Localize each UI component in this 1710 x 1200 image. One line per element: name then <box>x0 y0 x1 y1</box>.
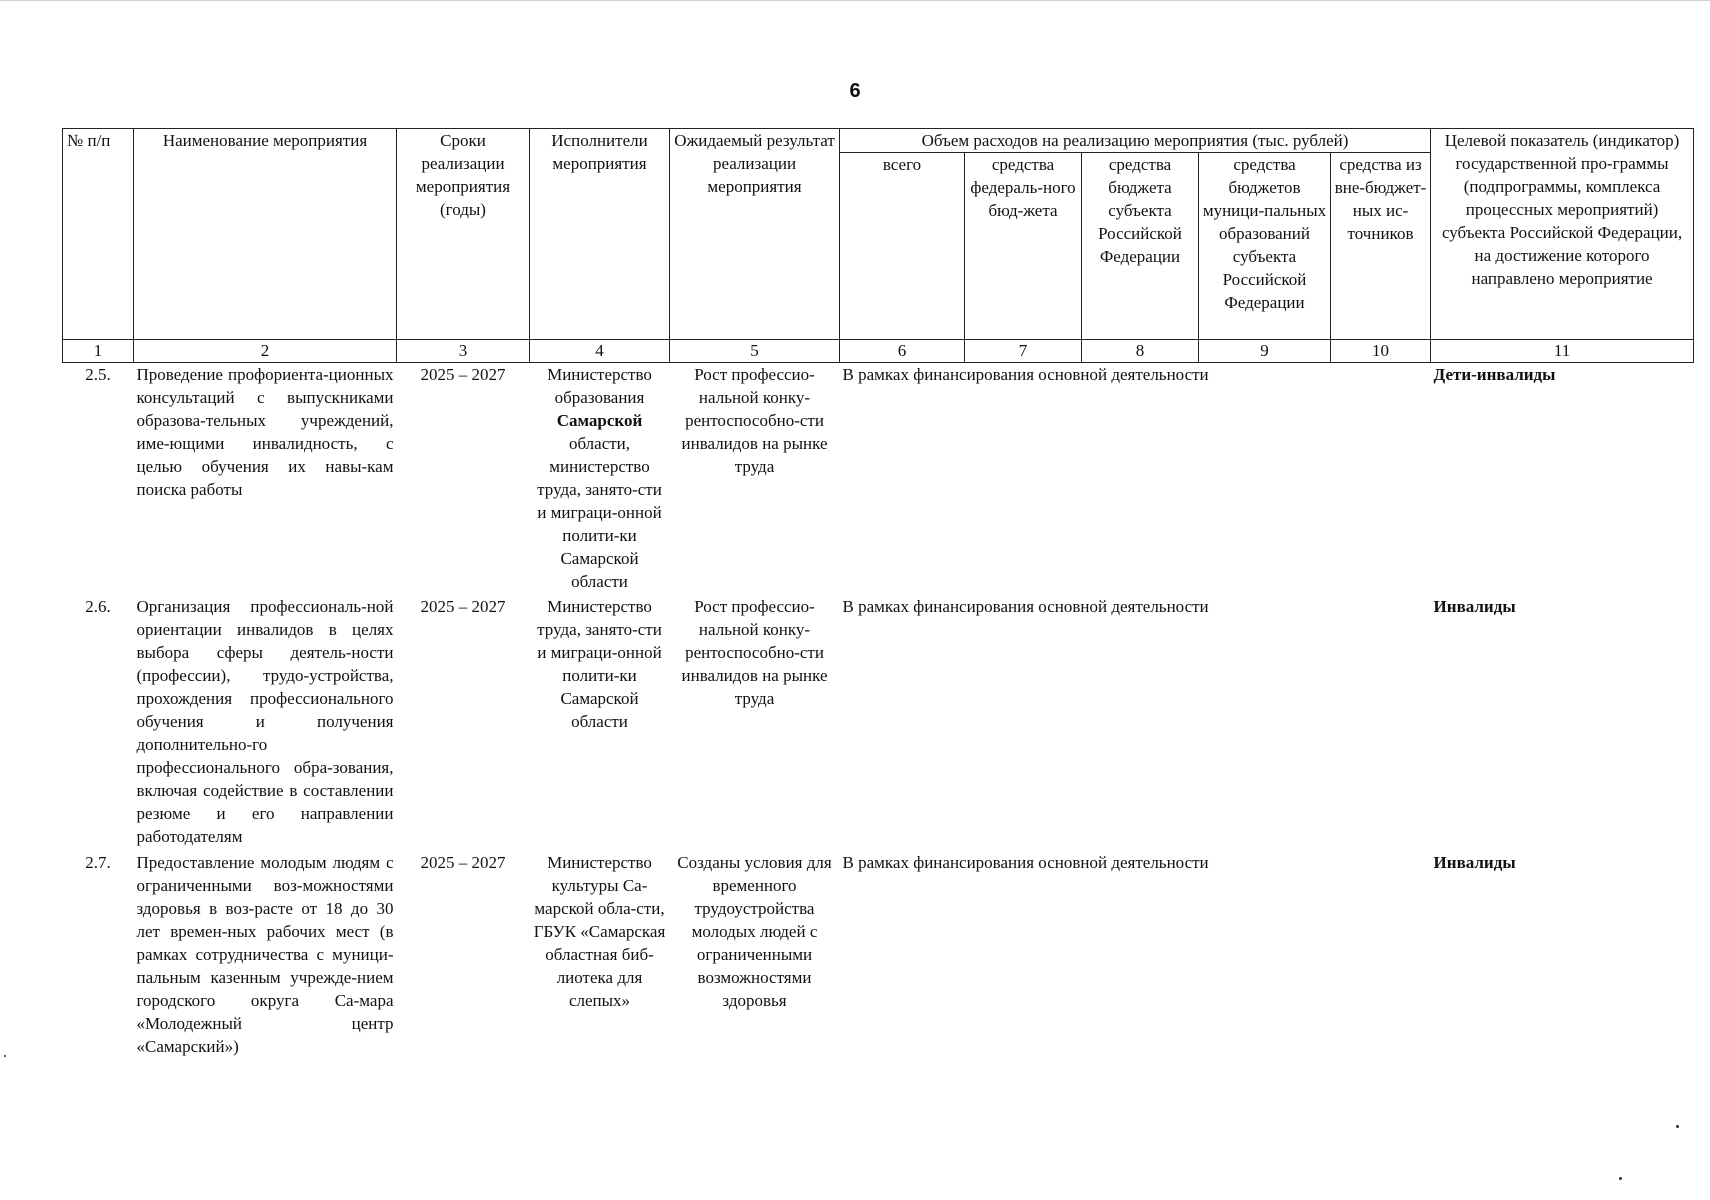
measure-result: Созданы условия для временного трудоустройства молодых людей с ограниченными возможностями здоровья <box>677 853 832 1010</box>
column-number: 6 <box>840 340 965 363</box>
header-result: Ожидаемый результат реализации мероприятия <box>670 129 840 340</box>
header-no: № п/п <box>63 129 134 340</box>
row-number: 2.6. <box>85 597 111 616</box>
scan-speck <box>4 1055 6 1057</box>
column-number: 1 <box>63 340 134 363</box>
executors-rest: области, министерство труда, занято-сти и миграци-онной полити-ки Самарской области <box>537 434 662 591</box>
measure-name: Предоставление молодым людям с ограниченными воз-можностями здоровья в воз-расте от 18 до 30 лет времен-ных рабочих мест (в рамках сотрудничества с муници-пальным казенным учрежде-нием городского округа Са-мара «Молодежный центр «Самарский») <box>136 853 394 1056</box>
header-extra: средства из вне-бюджет-ных ис-точников <box>1331 153 1431 340</box>
measure-target: Дети-инвалиды <box>1433 365 1556 384</box>
header-executors: Исполнители мероприятия <box>530 129 670 340</box>
page-number: 6 <box>849 80 861 102</box>
scan-speck <box>1619 1177 1622 1180</box>
header-total: всего <box>840 153 965 340</box>
measure-executors: Министерство культуры Са-марской обла-сти, ГБУК «Самарская областная биб-лиотека для слепых» <box>533 853 666 1010</box>
row-number: 2.5. <box>85 365 111 384</box>
header-period: Сроки реализации мероприятия (годы) <box>397 129 530 340</box>
header-target: Целевой показатель (индикатор) государственной про-граммы (подпрограммы, комплекса процессных мероприятий) субъекта Российской Федерации, на достижение которого направлено мероприятие <box>1431 129 1694 340</box>
scan-top-edge <box>0 0 1710 1</box>
measure-target: Инвалиды <box>1433 597 1516 616</box>
header-volume: Объем расходов на реализацию мероприятия (тыс. рублей) <box>840 129 1431 153</box>
header-federal: средства федераль-ного бюд-жета <box>965 153 1082 340</box>
measure-target: Инвалиды <box>1433 853 1516 872</box>
header-municipal: средства бюджетов муници-пальных образований субъекта Российской Федерации <box>1199 153 1331 340</box>
measure-period: 2025 – 2027 <box>420 597 506 616</box>
header-regional: средства бюджета субъекта Российской Федерации <box>1082 153 1199 340</box>
table-row <box>63 363 1694 596</box>
table-row <box>63 595 1694 851</box>
column-number: 3 <box>397 340 530 363</box>
measure-executors: Министерство труда, занято-сти и миграци-онной полити-ки Самарской области <box>537 597 662 731</box>
row-number: 2.7. <box>85 853 111 872</box>
table-body <box>63 363 1694 1092</box>
measure-financing: В рамках финансирования основной деятельности <box>842 853 1209 872</box>
scan-speck <box>1676 1125 1679 1128</box>
measure-financing: В рамках финансирования основной деятельности <box>842 365 1209 384</box>
measures-table <box>62 128 1694 1091</box>
column-number: 11 <box>1431 340 1694 363</box>
column-number: 8 <box>1082 340 1199 363</box>
column-number: 7 <box>965 340 1082 363</box>
header-name: Наименование мероприятия <box>134 129 397 340</box>
measure-result: Рост профессио-нальной конку-рентоспособно-сти инвалидов на рынке труда <box>681 365 828 476</box>
column-number: 9 <box>1199 340 1331 363</box>
column-number: 2 <box>134 340 397 363</box>
measure-name: Организация профессиональ-ной ориентации инвалидов в целях выбора сферы деятель-ности (профессии), трудо-устройства, прохождения профессионального обучения и получения дополнительно-го профессионального обра-зования, включая содействие в составлении резюме и его направлении работодателям <box>136 597 394 846</box>
executors-lead: Министерство образования Самарской <box>547 365 652 430</box>
measure-name: Проведение профориента-ционных консультаций с выпускниками образова-тельных учреждений, име-ющими инвалидность, с целью обучения их навы-кам поиска работы <box>136 365 394 499</box>
executors-lead-bold: Самарской <box>556 411 643 430</box>
table-header <box>63 129 1694 363</box>
column-numbers-row <box>63 340 1694 363</box>
column-number: 5 <box>670 340 840 363</box>
table-row <box>63 851 1694 1091</box>
column-number: 4 <box>530 340 670 363</box>
measure-executors <box>530 363 670 596</box>
measure-period: 2025 – 2027 <box>420 853 506 872</box>
column-number: 10 <box>1331 340 1431 363</box>
measure-result: Рост профессио-нальной конку-рентоспособно-сти инвалидов на рынке труда <box>681 597 828 708</box>
measure-financing: В рамках финансирования основной деятельности <box>842 597 1209 616</box>
measure-period: 2025 – 2027 <box>420 365 506 384</box>
